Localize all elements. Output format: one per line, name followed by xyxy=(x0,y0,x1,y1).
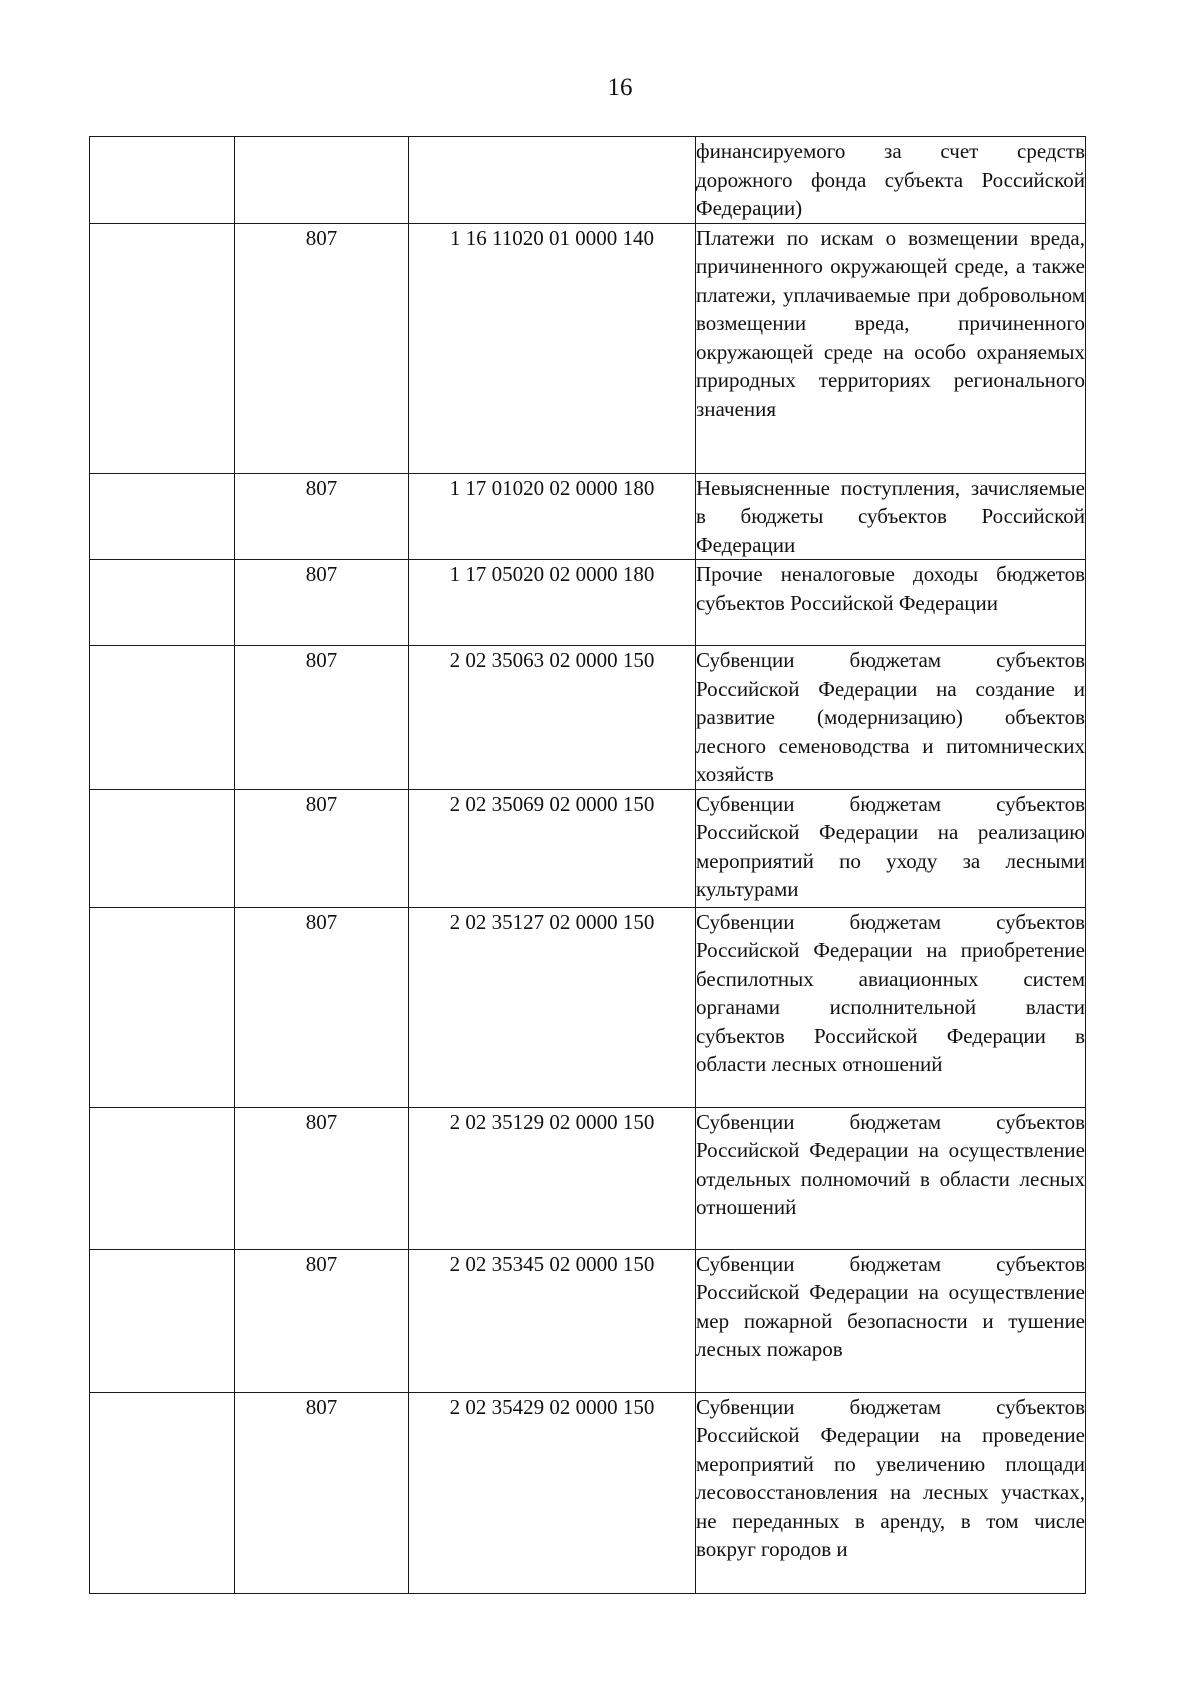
income-name-text: Субвенции бюджетам субъектов Российской Федерации на приобретение беспилотных авиационных систем органами исполнительной власти субъектов Российской Федерации в области лесных отношений xyxy=(696,909,1085,1076)
income-name-text: Субвенции бюджетам субъектов Российской Федерации на создание и развитие (модернизацию) объектов лесного семеноводства и питомнических хозяйств xyxy=(696,648,1085,786)
admin-code-cell: 807 xyxy=(235,473,409,560)
table-row xyxy=(90,137,1086,224)
empty-cell xyxy=(90,1249,235,1392)
admin-code-cell: 807 xyxy=(235,1107,409,1249)
income-name-cell xyxy=(696,1249,1086,1392)
empty-cell xyxy=(90,137,235,224)
budget-code-cell xyxy=(409,137,696,224)
table-row xyxy=(90,1392,1086,1593)
empty-cell xyxy=(90,789,235,907)
empty-cell xyxy=(90,907,235,1107)
admin-code-cell: 807 xyxy=(235,789,409,907)
income-name-text: Субвенции бюджетам субъектов Российской Федерации на осуществление мер пожарной безопасности и тушение лесных пожаров xyxy=(696,1251,1085,1361)
empty-cell xyxy=(90,646,235,790)
income-name-cell xyxy=(696,1392,1086,1593)
page-number: 16 xyxy=(607,74,633,101)
admin-code-cell: 807 xyxy=(235,223,409,473)
admin-code-cell: 807 xyxy=(235,1392,409,1593)
income-name-cell xyxy=(696,646,1086,790)
budget-code-cell: 1 16 11020 01 0000 140 xyxy=(409,223,696,473)
income-name-cell xyxy=(696,137,1086,224)
table-row xyxy=(90,473,1086,560)
admin-code-cell: 807 xyxy=(235,560,409,646)
budget-code-cell: 1 17 01020 02 0000 180 xyxy=(409,473,696,560)
table-row xyxy=(90,789,1086,907)
income-name-cell xyxy=(696,473,1086,560)
empty-cell xyxy=(90,1392,235,1593)
budget-code-cell: 2 02 35063 02 0000 150 xyxy=(409,646,696,790)
income-name-cell xyxy=(696,1107,1086,1249)
table-row xyxy=(90,907,1086,1107)
table-row xyxy=(90,560,1086,646)
admin-code-cell: 807 xyxy=(235,646,409,790)
budget-code-cell: 2 02 35345 02 0000 150 xyxy=(409,1249,696,1392)
empty-cell xyxy=(90,560,235,646)
admin-code-cell: 807 xyxy=(235,907,409,1107)
budget-code-cell: 2 02 35429 02 0000 150 xyxy=(409,1392,696,1593)
admin-code-cell: 807 xyxy=(235,1249,409,1392)
revenue-codes-table xyxy=(89,136,1086,1594)
table-row xyxy=(90,1107,1086,1249)
income-name-cell xyxy=(696,223,1086,473)
budget-code-cell: 1 17 05020 02 0000 180 xyxy=(409,560,696,646)
empty-cell xyxy=(90,473,235,560)
table-row xyxy=(90,646,1086,790)
income-name-text: Субвенции бюджетам субъектов Российской Федерации на реализацию мероприятий по уходу за лесными культурами xyxy=(696,791,1085,901)
income-name-text: Субвенции бюджетам субъектов Российской Федерации на проведение мероприятий по увеличению площади лесовосстановления на лесных участках, не переданных в аренду, в том числе вокруг городов и xyxy=(696,1394,1085,1561)
income-name-text: финансируемого за счет средств дорожного фонда субъекта Российской Федерации) xyxy=(696,139,1085,220)
table-row xyxy=(90,223,1086,473)
income-name-cell xyxy=(696,907,1086,1107)
table-row xyxy=(90,1249,1086,1392)
income-name-text: Невыясненные поступления, зачисляемые в бюджеты субъектов Российской Федерации xyxy=(696,475,1085,557)
budget-code-cell: 2 02 35069 02 0000 150 xyxy=(409,789,696,907)
empty-cell xyxy=(90,1107,235,1249)
income-name-cell xyxy=(696,789,1086,907)
empty-cell xyxy=(90,223,235,473)
income-name-text: Платежи по искам о возмещении вреда, причиненного окружающей среде, а также платежи, уплачиваемые при добровольном возмещении вреда, причиненного окружающей среде на особо охраняемых природных территориях регионального значения xyxy=(696,225,1085,421)
budget-code-cell: 2 02 35127 02 0000 150 xyxy=(409,907,696,1107)
income-name-cell xyxy=(696,560,1086,646)
budget-code-cell: 2 02 35129 02 0000 150 xyxy=(409,1107,696,1249)
admin-code-cell xyxy=(235,137,409,224)
income-name-text: Субвенции бюджетам субъектов Российской Федерации на осуществление отдельных полномочий в области лесных отношений xyxy=(696,1109,1085,1219)
income-name-text: Прочие неналоговые доходы бюджетов субъектов Российской Федерации xyxy=(696,562,1085,615)
